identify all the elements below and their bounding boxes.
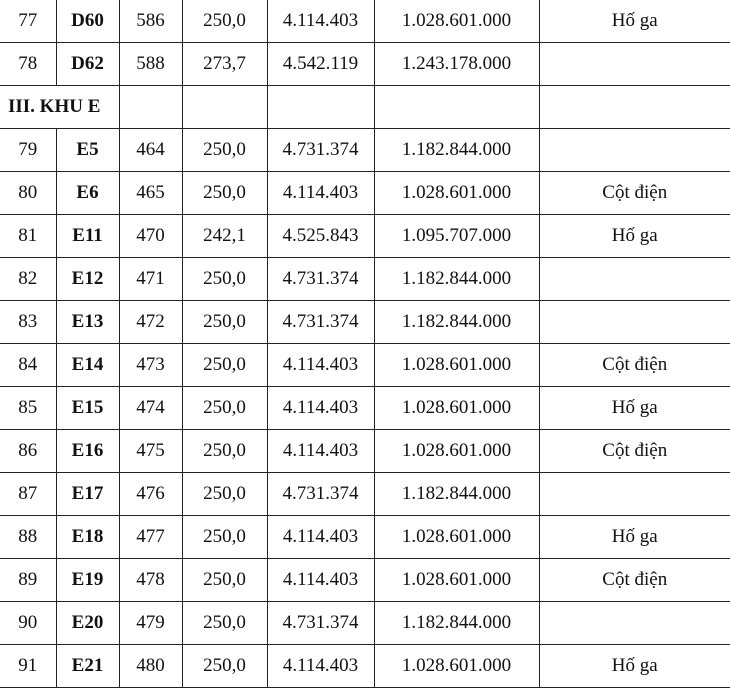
unit-price-cell: 4.542.119 [267,43,374,86]
table-row [0,301,730,344]
area-cell: 250,0 [182,258,267,301]
start-price-cell: 1.182.844.000 [374,129,539,172]
row-number-cell: 84 [0,344,56,387]
map-sheet-cell: 464 [119,129,182,172]
start-price-cell: 1.182.844.000 [374,473,539,516]
note-cell: Hố ga [539,387,730,430]
area-cell: 250,0 [182,559,267,602]
area-cell: 273,7 [182,43,267,86]
start-price-cell: 1.028.601.000 [374,172,539,215]
map-sheet-cell: 465 [119,172,182,215]
note-cell [539,129,730,172]
start-price-cell: 1.028.601.000 [374,0,539,43]
table-row [0,0,730,43]
unit-price-cell: 4.731.374 [267,301,374,344]
map-sheet-cell: 478 [119,559,182,602]
lot-code-cell: E12 [56,258,119,301]
map-sheet-cell: 588 [119,43,182,86]
row-number-cell: 83 [0,301,56,344]
map-sheet-cell: 479 [119,602,182,645]
table-row [0,129,730,172]
start-price-cell: 1.243.178.000 [374,43,539,86]
note-cell: Cột điện [539,344,730,387]
table-cell [119,86,182,129]
map-sheet-cell: 586 [119,0,182,43]
unit-price-cell: 4.114.403 [267,645,374,688]
section-row [0,86,730,129]
start-price-cell: 1.028.601.000 [374,344,539,387]
table-cell [267,86,374,129]
row-number-cell: 78 [0,43,56,86]
table-row [0,387,730,430]
note-cell: Hố ga [539,516,730,559]
lot-code-cell: E14 [56,344,119,387]
row-number-cell: 79 [0,129,56,172]
start-price-cell: 1.028.601.000 [374,516,539,559]
unit-price-cell: 4.731.374 [267,602,374,645]
unit-price-cell: 4.731.374 [267,473,374,516]
row-number-cell: 86 [0,430,56,473]
map-sheet-cell: 476 [119,473,182,516]
map-sheet-cell: 470 [119,215,182,258]
table-row [0,344,730,387]
row-number-cell: 85 [0,387,56,430]
table-row [0,43,730,86]
lot-code-cell: E20 [56,602,119,645]
start-price-cell: 1.182.844.000 [374,258,539,301]
area-cell: 250,0 [182,172,267,215]
start-price-cell: 1.095.707.000 [374,215,539,258]
start-price-cell: 1.182.844.000 [374,301,539,344]
area-cell: 250,0 [182,516,267,559]
start-price-cell: 1.182.844.000 [374,602,539,645]
lot-code-cell: D62 [56,43,119,86]
area-cell: 250,0 [182,602,267,645]
row-number-cell: 80 [0,172,56,215]
area-cell: 250,0 [182,645,267,688]
lot-code-cell: E11 [56,215,119,258]
note-cell: Cột điện [539,430,730,473]
note-cell: Cột điện [539,559,730,602]
area-cell: 250,0 [182,0,267,43]
table-row [0,559,730,602]
area-cell: 250,0 [182,430,267,473]
table-row [0,172,730,215]
note-cell [539,473,730,516]
table-row [0,645,730,688]
unit-price-cell: 4.114.403 [267,559,374,602]
table-row [0,258,730,301]
table-cell [374,86,539,129]
table-row [0,473,730,516]
lot-code-cell: E21 [56,645,119,688]
row-number-cell: 81 [0,215,56,258]
row-number-cell: 87 [0,473,56,516]
area-cell: 250,0 [182,129,267,172]
unit-price-cell: 4.731.374 [267,258,374,301]
note-cell [539,43,730,86]
map-sheet-cell: 480 [119,645,182,688]
row-number-cell: 88 [0,516,56,559]
map-sheet-cell: 477 [119,516,182,559]
table-row [0,430,730,473]
lot-code-cell: E19 [56,559,119,602]
note-cell: Cột điện [539,172,730,215]
lot-code-cell: E5 [56,129,119,172]
table-cell [539,86,730,129]
start-price-cell: 1.028.601.000 [374,559,539,602]
map-sheet-cell: 474 [119,387,182,430]
note-cell [539,301,730,344]
area-cell: 250,0 [182,301,267,344]
row-number-cell: 89 [0,559,56,602]
section-title: III. KHU E [0,86,119,129]
unit-price-cell: 4.731.374 [267,129,374,172]
table-row [0,602,730,645]
note-cell: Hố ga [539,645,730,688]
note-cell [539,258,730,301]
note-cell: Hố ga [539,0,730,43]
unit-price-cell: 4.114.403 [267,387,374,430]
lot-code-cell: E13 [56,301,119,344]
area-cell: 250,0 [182,344,267,387]
note-cell: Hố ga [539,215,730,258]
area-cell: 242,1 [182,215,267,258]
table-cell [182,86,267,129]
unit-price-cell: 4.114.403 [267,430,374,473]
start-price-cell: 1.028.601.000 [374,387,539,430]
map-sheet-cell: 475 [119,430,182,473]
unit-price-cell: 4.114.403 [267,172,374,215]
lot-code-cell: E6 [56,172,119,215]
lot-code-cell: E16 [56,430,119,473]
map-sheet-cell: 472 [119,301,182,344]
start-price-cell: 1.028.601.000 [374,645,539,688]
unit-price-cell: 4.114.403 [267,516,374,559]
lot-code-cell: E17 [56,473,119,516]
map-sheet-cell: 471 [119,258,182,301]
unit-price-cell: 4.114.403 [267,344,374,387]
row-number-cell: 91 [0,645,56,688]
row-number-cell: 82 [0,258,56,301]
row-number-cell: 90 [0,602,56,645]
row-number-cell: 77 [0,0,56,43]
area-cell: 250,0 [182,473,267,516]
table-row [0,516,730,559]
lot-code-cell: E15 [56,387,119,430]
start-price-cell: 1.028.601.000 [374,430,539,473]
note-cell [539,602,730,645]
lot-code-cell: D60 [56,0,119,43]
unit-price-cell: 4.114.403 [267,0,374,43]
table-row [0,215,730,258]
unit-price-cell: 4.525.843 [267,215,374,258]
lot-code-cell: E18 [56,516,119,559]
area-cell: 250,0 [182,387,267,430]
map-sheet-cell: 473 [119,344,182,387]
